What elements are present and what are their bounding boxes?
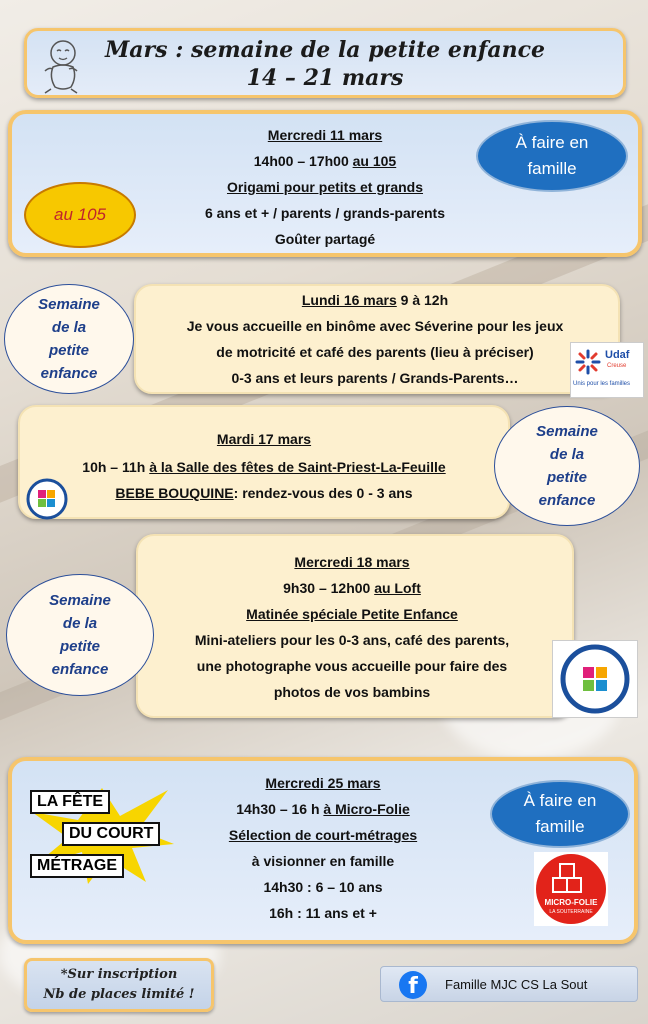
facebook-icon: f	[399, 971, 427, 999]
event-title: BEBE BOUQUINE	[115, 485, 234, 501]
community-logo-large	[552, 640, 638, 718]
badge-text: de la	[62, 615, 98, 632]
event-time: 14h30 – 16 h	[236, 801, 320, 817]
event-audience: 0-3 ans et leurs parents / Grands-Parents…	[231, 370, 519, 386]
event-desc: photos de vos bambins	[273, 684, 431, 700]
community-logo	[24, 478, 70, 520]
registration-note	[24, 958, 214, 1012]
event-place: à la Salle des fêtes de Saint-Priest-La-Feuille	[149, 459, 446, 475]
event-date: Mercredi 11 mars	[267, 127, 383, 143]
week-badge	[494, 406, 640, 526]
badge-text: enfance	[538, 492, 596, 509]
event-time: 9 à 12h	[400, 292, 449, 308]
event-time-line	[136, 580, 568, 596]
cubes-icon	[551, 862, 591, 894]
event-desc: Je vous accueille en binôme avec Séverine pour les jeux	[186, 318, 564, 334]
micro-folie-logo-text: MICRO-FOLIE	[544, 898, 598, 907]
event-4-content	[136, 534, 568, 718]
badge-text: Semaine	[536, 423, 598, 440]
event-title: Matinée spéciale Petite Enfance	[246, 606, 458, 622]
event-date: Mercredi 25 mars	[265, 775, 381, 791]
udaf-logo-name: Udaf	[605, 349, 630, 361]
community-logo-large-icon	[553, 641, 637, 717]
badge-text: de la	[51, 319, 87, 336]
event-extra: Goûter partagé	[274, 231, 376, 247]
badge-text: petite	[59, 638, 100, 655]
event-place: au Loft	[374, 580, 421, 596]
facebook-link[interactable]	[380, 966, 638, 1002]
badge-text: enfance	[40, 365, 98, 382]
udaf-logo-sub: Creuse	[607, 363, 627, 369]
event-place: au 105	[352, 153, 397, 169]
event-title-line	[20, 485, 508, 501]
udaf-logo-icon	[575, 349, 601, 375]
page-title: Mars : semaine de la petite enfance	[104, 37, 546, 63]
event-2-content	[140, 284, 610, 394]
udaf-logo	[570, 342, 644, 398]
event-time: 14h00 – 17h00	[253, 153, 349, 169]
facebook-label: Famille MJC CS La Sout	[445, 977, 588, 992]
event-card-3	[18, 405, 510, 519]
logo-text: DU COURT	[62, 822, 160, 846]
event-desc: Mini-ateliers pour les 0-3 ans, café des parents,	[194, 632, 510, 648]
micro-folie-logo-subtext: LA SOUTERRAINE	[549, 909, 593, 915]
place-badge	[24, 182, 136, 248]
place-badge-text: au 105	[54, 205, 106, 224]
event-date: Lundi 16 mars	[301, 292, 397, 308]
event-desc: de motricité et café des parents (lieu à préciser)	[216, 344, 534, 360]
header-banner	[24, 28, 626, 98]
event-time-line	[20, 459, 508, 475]
event-place: à Micro-Folie	[323, 801, 410, 817]
week-badge	[4, 284, 134, 394]
event-desc: une photographe vous accueille pour faire des	[196, 658, 508, 674]
badge-text: Semaine	[49, 592, 111, 609]
tag-text: famille	[527, 159, 577, 178]
badge-text: petite	[48, 342, 89, 359]
note-text: *Sur inscription	[60, 967, 178, 982]
event-title: Sélection de court-métrages	[228, 827, 418, 843]
logo-text: LA FÊTE	[30, 790, 110, 814]
badge-text: enfance	[51, 661, 109, 678]
event-age: 16h : 11 ans et +	[269, 905, 377, 921]
family-tag	[490, 780, 630, 848]
note-text: Nb de places limité !	[43, 987, 195, 1002]
event-desc: à visionner en famille	[251, 853, 395, 869]
tag-text: famille	[535, 817, 585, 836]
event-age: 14h30 : 6 – 10 ans	[263, 879, 383, 895]
family-tag	[476, 120, 628, 192]
event-audience: 6 ans et + / parents / grands-parents	[204, 205, 446, 221]
event-time: 9h30 – 12h00	[283, 580, 371, 596]
event-date: Mardi 17 mars	[216, 431, 312, 447]
badge-text: Semaine	[38, 296, 100, 313]
logo-text: MÉTRAGE	[30, 854, 124, 878]
event-date-line	[140, 292, 610, 308]
badge-text: petite	[546, 469, 587, 486]
tag-text: À faire en	[523, 791, 597, 810]
fete-court-metrage-logo	[28, 786, 176, 886]
event-date: Mercredi 18 mars	[294, 554, 410, 570]
event-desc: : rendez-vous des 0 - 3 ans	[233, 485, 413, 501]
event-title: Origami pour petits et grands	[226, 179, 424, 195]
week-badge	[6, 574, 154, 696]
tag-text: À faire en	[515, 133, 589, 152]
page-subtitle: 14 – 21 mars	[246, 65, 404, 91]
badge-text: de la	[549, 446, 585, 463]
community-logo-icon	[24, 478, 70, 520]
event-time: 10h – 11h	[82, 459, 146, 475]
micro-folie-logo	[534, 852, 608, 926]
udaf-logo-tag: Unis pour les familles	[573, 381, 631, 387]
